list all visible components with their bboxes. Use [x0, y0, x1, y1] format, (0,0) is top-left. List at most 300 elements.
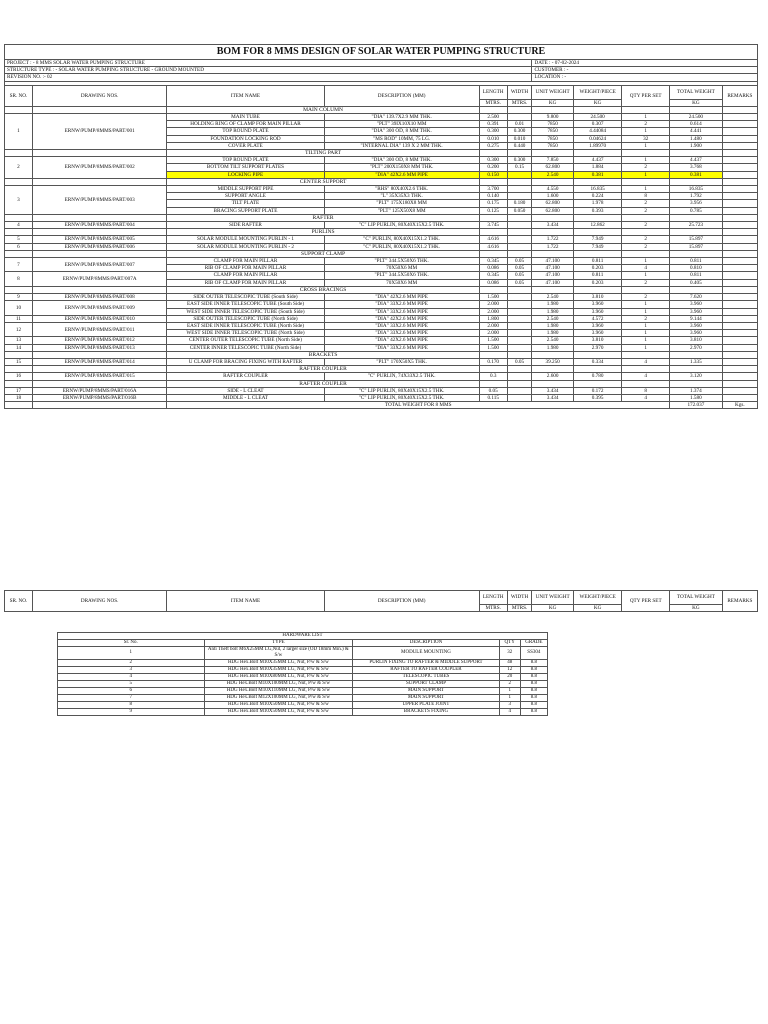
blank-cell	[479, 214, 507, 221]
header-sr: SR. NO.	[5, 591, 33, 612]
blank-cell	[479, 229, 507, 236]
item-total-weight: 3.956	[670, 200, 723, 207]
hardware-description: MAIN SUPPORT	[353, 695, 500, 702]
item-description: "INTERNAL DIA" 139 X 2 MM THK.	[324, 142, 479, 149]
item-description: "PLT" 170X50X5 THK.	[324, 358, 479, 365]
unit-unit-weight: KG	[532, 99, 573, 106]
item-unit-weight: 7850	[532, 135, 573, 142]
item-weight-piece: 7.949	[573, 236, 622, 243]
item-unit-weight: 3.434	[532, 387, 573, 394]
item-length: 0.175	[479, 200, 507, 207]
table-row	[5, 337, 758, 344]
item-unit-weight: 2.540	[532, 337, 573, 344]
drawing-number: ERNW/PUMP/8MMS/PART/006	[32, 243, 166, 250]
item-total-weight: 1.900	[670, 142, 723, 149]
item-name: RIB OF CLAMP FOR MAIN PILLAR	[167, 265, 324, 272]
item-name: BOTTOM TILT SUPPORT PLATES	[167, 164, 324, 171]
section-title: SUPPORT CLAMP	[167, 250, 479, 257]
drawing-number: ERNW/PUMP/8MMS/PART/010	[32, 315, 166, 322]
blank-cell	[722, 229, 757, 236]
total-value: 172.037	[670, 402, 723, 409]
item-unit-weight: 2.600	[532, 373, 573, 380]
item-name: SUPPORT ANGLE	[167, 193, 324, 200]
hardware-header-type: TYPE	[204, 640, 353, 647]
item-total-weight: 1.480	[670, 135, 723, 142]
blank-cell	[573, 150, 622, 157]
hardware-grade: 8.8	[520, 688, 547, 695]
table-row	[5, 186, 758, 193]
blank-cell	[32, 351, 166, 358]
item-qty: 2	[622, 236, 670, 243]
hardware-sr: 3	[58, 667, 205, 674]
location-label: LOCATION : -	[532, 74, 758, 81]
hardware-header-sr: Sr. No.	[58, 640, 205, 647]
item-length: 2.000	[479, 322, 507, 329]
sr-number: 1	[5, 114, 33, 150]
blank-cell	[722, 250, 757, 257]
item-description: "C" PURLIN, 80X40X15X1.2 THK.	[324, 243, 479, 250]
blank-cell	[507, 351, 532, 358]
section-title: CENTER SUPPORT	[167, 178, 479, 185]
blank-cell	[507, 250, 532, 257]
item-unit-weight: 1.980	[532, 344, 573, 351]
hardware-row	[58, 709, 548, 716]
item-unit-weight: 7850	[532, 128, 573, 135]
item-weight-piece: 0.780	[573, 373, 622, 380]
item-qty: 8	[622, 193, 670, 200]
item-unit-weight: 62.800	[532, 200, 573, 207]
item-qty: 1	[622, 330, 670, 337]
item-remarks	[722, 142, 757, 149]
item-unit-weight: 47.100	[532, 258, 573, 265]
item-width: 0.01	[507, 121, 532, 128]
item-description: "DIA" 33X2.6 MM PIPE	[324, 322, 479, 329]
total-label: TOTAL WEIGHT FOR 8 MMS	[167, 402, 670, 409]
header-qty: QTY PER SET	[622, 591, 670, 612]
hardware-row	[58, 660, 548, 667]
item-length: 3.745	[479, 222, 507, 229]
item-width	[507, 294, 532, 301]
item-total-weight: 15.897	[670, 236, 723, 243]
item-remarks	[722, 128, 757, 135]
blank-cell	[573, 178, 622, 185]
blank-cell	[479, 106, 507, 113]
item-qty: 1	[622, 322, 670, 329]
item-total-weight: 4.437	[670, 157, 723, 164]
item-name: MIDDLE SUPPORT PIPE	[167, 186, 324, 193]
drawing-number: ERNW/PUMP/8MMS/PART/003	[32, 186, 166, 215]
item-width: 0.15	[507, 164, 532, 171]
item-unit-weight: 7850	[532, 142, 573, 149]
item-total-weight: 3.120	[670, 373, 723, 380]
header-drawing: DRAWING NOS.	[32, 85, 166, 106]
header-item: ITEM NAME	[167, 591, 324, 612]
item-remarks	[722, 207, 757, 214]
hardware-description: SUPPORT CLAMP	[353, 681, 500, 688]
blank-cell	[670, 178, 723, 185]
item-qty: 1	[622, 258, 670, 265]
item-qty: 1	[622, 171, 670, 178]
hardware-type: HDG Hex.Bolt M10X100MM LG, Nut, P/w & S/w	[204, 681, 353, 688]
drawing-number: ERNW/PUMP/8MMS/PART/004	[32, 222, 166, 229]
item-length: 2.000	[479, 308, 507, 315]
sr-number: 13	[5, 337, 33, 344]
blank-cell	[507, 380, 532, 387]
blank-cell	[573, 106, 622, 113]
item-remarks	[722, 193, 757, 200]
item-weight-piece: 7.949	[573, 243, 622, 250]
blank-cell	[32, 178, 166, 185]
item-length: 0.200	[479, 164, 507, 171]
hardware-qty: 32	[499, 647, 520, 660]
project-label: PROJECT : - 8 MMS SOLAR WATER PUMPING STRUCTURE	[5, 60, 532, 67]
blank-cell	[32, 106, 166, 113]
table-row	[5, 301, 758, 308]
item-name: WEST SIDE INNER TELESCOPIC TUBE (North Side)	[167, 330, 324, 337]
item-total-weight: 1.580	[670, 394, 723, 401]
item-remarks	[722, 200, 757, 207]
item-qty: 4	[622, 265, 670, 272]
item-width: 0.05	[507, 258, 532, 265]
section-row	[5, 366, 758, 373]
blank-cell	[722, 380, 757, 387]
item-unit-weight: 1.980	[532, 308, 573, 315]
blank-cell	[532, 380, 573, 387]
item-qty: 1	[622, 128, 670, 135]
sr-number: 9	[5, 294, 33, 301]
item-total-weight: 15.897	[670, 243, 723, 250]
item-remarks	[722, 301, 757, 308]
item-length: 0.345	[479, 258, 507, 265]
hardware-qty: 48	[499, 660, 520, 667]
item-width: 0.300	[507, 128, 532, 135]
item-remarks	[722, 272, 757, 279]
hardware-header-description: DESCRIPTION	[353, 640, 500, 647]
section-title: CROSS BRACINGS	[167, 286, 479, 293]
item-description: "L" 35X35X3 THK.	[324, 193, 479, 200]
item-qty: 2	[622, 207, 670, 214]
sr-number: 17	[5, 387, 33, 394]
item-remarks	[722, 358, 757, 365]
item-qty: 2	[622, 222, 670, 229]
item-description: "PLT" 344.5X50X6 THK.	[324, 258, 479, 265]
blank-cell	[32, 402, 166, 409]
section-row	[5, 178, 758, 185]
hardware-description: MAIN SUPPORT	[353, 688, 500, 695]
item-unit-weight: 62.800	[532, 164, 573, 171]
item-weight-piece: 4.437	[573, 157, 622, 164]
blank-cell	[532, 214, 573, 221]
item-unit-weight: 1.600	[532, 193, 573, 200]
blank-cell	[622, 214, 670, 221]
blank-cell	[722, 286, 757, 293]
header-remarks: REMARKS	[722, 591, 757, 612]
hardware-row	[58, 702, 548, 709]
blank-cell	[479, 366, 507, 373]
item-remarks	[722, 265, 757, 272]
item-length: 0.010	[479, 135, 507, 142]
structure-type-label: STRUCTURE TYPE : - SOLAR WATER PUMPING STRUCTURE - GROUND MOUNTED	[5, 67, 532, 74]
item-description: "DIA" 300 OD, 8 MM THK.	[324, 157, 479, 164]
item-length: 0.391	[479, 121, 507, 128]
item-qty: 1	[622, 301, 670, 308]
item-description: "C" LIP PURLIN, 80X40X15X2.5 THK.	[324, 394, 479, 401]
blank-cell	[32, 286, 166, 293]
item-name: SIDE RAFTER	[167, 222, 324, 229]
item-name: BRACING SUPPORT PLATE	[167, 207, 324, 214]
item-length: 4.616	[479, 243, 507, 250]
item-weight-piece: 0.04624	[573, 135, 622, 142]
blank-cell	[32, 250, 166, 257]
item-qty: 4	[622, 394, 670, 401]
item-description: "DIA" 33X2.6 MM PIPE	[324, 301, 479, 308]
hardware-qty: 1	[499, 688, 520, 695]
hardware-qty: 4	[499, 709, 520, 716]
item-name: SIDE OUTER TELESCOPIC TUBE (North Side)	[167, 315, 324, 322]
hardware-grade: SS304	[520, 647, 547, 660]
item-remarks	[722, 294, 757, 301]
item-length: 0.300	[479, 157, 507, 164]
item-qty: 2	[622, 200, 670, 207]
item-weight-piece: 4.44084	[573, 128, 622, 135]
item-length: 2.000	[479, 330, 507, 337]
hardware-grade: 8.8	[520, 702, 547, 709]
item-name: TOP ROUND PLATE	[167, 157, 324, 164]
item-qty: 1	[622, 186, 670, 193]
sr-number: 15	[5, 358, 33, 365]
sr-number: 6	[5, 243, 33, 250]
item-total-weight: 25.723	[670, 222, 723, 229]
item-weight-piece: 3.810	[573, 294, 622, 301]
item-description: "PLT" 125X50X8 MM	[324, 207, 479, 214]
sr-number: 2	[5, 157, 33, 179]
header-width: WIDTH	[507, 591, 532, 605]
item-unit-weight: 2.540	[532, 294, 573, 301]
item-length: 2.000	[479, 301, 507, 308]
header-length: LENGTH	[479, 85, 507, 99]
blank-cell	[5, 366, 33, 373]
item-remarks	[722, 308, 757, 315]
item-qty: 1	[622, 272, 670, 279]
blank-cell	[507, 229, 532, 236]
sr-number: 16	[5, 373, 33, 380]
blank-cell	[507, 214, 532, 221]
item-length: 3.700	[479, 186, 507, 193]
item-name: U CLAMP FOR BRACING FIXING WITH RAFTER	[167, 358, 324, 365]
item-name: TILT PLATE	[167, 200, 324, 207]
item-total-weight: 16.835	[670, 186, 723, 193]
blank-cell	[670, 250, 723, 257]
item-unit-weight: 1.722	[532, 236, 573, 243]
item-remarks	[722, 121, 757, 128]
item-qty: 2	[622, 294, 670, 301]
hardware-row	[58, 688, 548, 695]
unit-weight-piece: KG	[573, 605, 622, 612]
sr-number: 4	[5, 222, 33, 229]
item-total-weight: 3.960	[670, 301, 723, 308]
blank-cell	[532, 106, 573, 113]
hardware-type: Anti Theft bolt M6X25MM LG,Nut, 2 larger size (OD 18mm Min.) & S/w	[204, 647, 353, 660]
item-description: "DIA" 42X2.6 MM PIPE	[324, 337, 479, 344]
item-weight-piece: 0.811	[573, 272, 622, 279]
hardware-qty: 1	[499, 695, 520, 702]
item-description: "DIA" 33X2.6 MM PIPE	[324, 344, 479, 351]
table-row	[5, 243, 758, 250]
blank-cell	[722, 351, 757, 358]
item-name: HOLDING RING OF CLAMP FOR MAIN PILLAR	[167, 121, 324, 128]
section-title: RAFTER COUPLER	[167, 380, 479, 387]
drawing-number: ERNW/PUMP/8MMS/PART/009	[32, 301, 166, 315]
blank-cell	[722, 106, 757, 113]
item-remarks	[722, 373, 757, 380]
item-weight-piece: 1.978	[573, 200, 622, 207]
blank-cell	[722, 366, 757, 373]
item-width: 0.05	[507, 272, 532, 279]
item-name: CENTER OUTER TELESCOPIC TUBE (North Side)	[167, 337, 324, 344]
blank-cell	[573, 250, 622, 257]
blank-cell	[573, 351, 622, 358]
item-length: 0.300	[479, 128, 507, 135]
sr-number: 12	[5, 322, 33, 336]
item-length: 0.150	[479, 171, 507, 178]
hardware-row	[58, 681, 548, 688]
drawing-number: ERNW/PUMP/8MMS/PART/012	[32, 337, 166, 344]
date-label: DATE : - 07-02-2024	[532, 60, 758, 67]
item-weight-piece: 0.172	[573, 387, 622, 394]
item-total-weight: 0.405	[670, 279, 723, 286]
item-description: "MS ROD" 10MM, 75 LG.	[324, 135, 479, 142]
item-remarks	[722, 279, 757, 286]
section-row	[5, 106, 758, 113]
hardware-description: PURLIN FIXING TO RAFTER & MIDDLE SUPPORT	[353, 660, 500, 667]
hardware-header-grade: GRADE	[520, 640, 547, 647]
item-unit-weight: 1.722	[532, 243, 573, 250]
item-qty: 1	[622, 308, 670, 315]
item-length: 0.125	[479, 207, 507, 214]
drawing-number: ERNW/PUMP/8MMS/PART/005	[32, 236, 166, 243]
item-description: "DIA" 300 OD, 8 MM THK.	[324, 128, 479, 135]
hardware-grade: 8.8	[520, 660, 547, 667]
blank-cell	[507, 106, 532, 113]
item-width: 0.440	[507, 142, 532, 149]
item-weight-piece: 12.862	[573, 222, 622, 229]
sr-number: 8	[5, 272, 33, 286]
item-name: WEST SIDE INNER TELESCOPIC TUBE (South Side)	[167, 308, 324, 315]
blank-cell	[532, 250, 573, 257]
unit-total-weight: KG	[670, 605, 723, 612]
section-title: MAIN COLUMN	[167, 106, 479, 113]
item-weight-piece: 0.393	[573, 207, 622, 214]
item-total-weight: 1.792	[670, 193, 723, 200]
item-length: 0.3	[479, 373, 507, 380]
blank-cell	[622, 286, 670, 293]
item-description: "PLT" 200X150X8 MM THK.	[324, 164, 479, 171]
section-row	[5, 286, 758, 293]
blank-cell	[507, 286, 532, 293]
hardware-description: UPPER PLATE JOINT	[353, 702, 500, 709]
hardware-type: HDG Hex.Bolt M10X110MM LG, Nut, P/w & S/w	[204, 688, 353, 695]
blank-cell	[532, 150, 573, 157]
blank-cell	[32, 380, 166, 387]
item-total-weight: 1.335	[670, 358, 723, 365]
blank-cell	[5, 380, 33, 387]
item-remarks	[722, 243, 757, 250]
sr-number: 18	[5, 394, 33, 401]
table-row	[5, 322, 758, 329]
item-width	[507, 344, 532, 351]
item-unit-weight: 62.800	[532, 207, 573, 214]
item-name: RAFTER COUPLER	[167, 373, 324, 380]
item-description: "DIA" 139.7X2.9 MM THK.	[324, 114, 479, 121]
header-weight-piece: WEIGHT/PIECE	[573, 85, 622, 99]
blank-cell	[622, 229, 670, 236]
blank-cell	[5, 178, 33, 185]
item-width	[507, 337, 532, 344]
header-item: ITEM NAME	[167, 85, 324, 106]
section-title: PURLINS	[167, 229, 479, 236]
hardware-grade: 8.8	[520, 667, 547, 674]
header-length: LENGTH	[479, 591, 507, 605]
item-name: MIDDLE - L CLEAT	[167, 394, 324, 401]
blank-cell	[479, 178, 507, 185]
blank-cell	[573, 214, 622, 221]
total-unit: Kgs.	[722, 402, 757, 409]
item-name: LOCKING PIPE	[167, 171, 324, 178]
item-total-weight: 3.810	[670, 337, 723, 344]
section-title: BRACKETS	[167, 351, 479, 358]
item-width: 0.050	[507, 207, 532, 214]
hardware-sr: 6	[58, 688, 205, 695]
item-unit-weight: 2.540	[532, 171, 573, 178]
blank-cell	[5, 250, 33, 257]
drawing-number: ERNW/PUMP/8MMS/PART/013	[32, 344, 166, 351]
item-weight-piece: 0.395	[573, 394, 622, 401]
item-qty: 32	[622, 135, 670, 142]
item-width	[507, 315, 532, 322]
sr-number: 5	[5, 236, 33, 243]
item-qty: 4	[622, 358, 670, 365]
item-width: 0.180	[507, 200, 532, 207]
item-weight-piece: 2.970	[573, 344, 622, 351]
item-total-weight: 2.970	[670, 344, 723, 351]
hardware-title: HARDWARE LIST	[58, 633, 548, 640]
unit-unit-weight: KG	[532, 605, 573, 612]
hardware-list	[57, 632, 548, 716]
item-unit-weight: 7850	[532, 121, 573, 128]
item-length: 0.170	[479, 358, 507, 365]
drawing-number: ERNW/PUMP/8MMS/PART/008	[32, 294, 166, 301]
item-qty: 1	[622, 337, 670, 344]
blank-cell	[532, 229, 573, 236]
hardware-row	[58, 674, 548, 681]
drawing-number: ERNW/PUMP/8MMS/PART/014	[32, 358, 166, 365]
item-description: "DIA" 42X2.6 MM PIPE	[324, 294, 479, 301]
item-remarks	[722, 222, 757, 229]
item-qty: 2	[622, 121, 670, 128]
blank-cell	[479, 380, 507, 387]
item-length: 0.05	[479, 387, 507, 394]
item-qty: 1	[622, 142, 670, 149]
item-qty: 4	[622, 373, 670, 380]
item-weight-piece: 16.835	[573, 186, 622, 193]
drawing-number: ERNW/PUMP/8MMS/PART/002	[32, 157, 166, 179]
item-weight-piece: 1.884	[573, 164, 622, 171]
hardware-type: HDG Hex.Bolt M10X80MM LG, Nut, P/w & S/w	[204, 674, 353, 681]
table-row	[5, 222, 758, 229]
item-width	[507, 387, 532, 394]
item-weight-piece: 3.960	[573, 301, 622, 308]
item-weight-piece: 1.89970	[573, 142, 622, 149]
